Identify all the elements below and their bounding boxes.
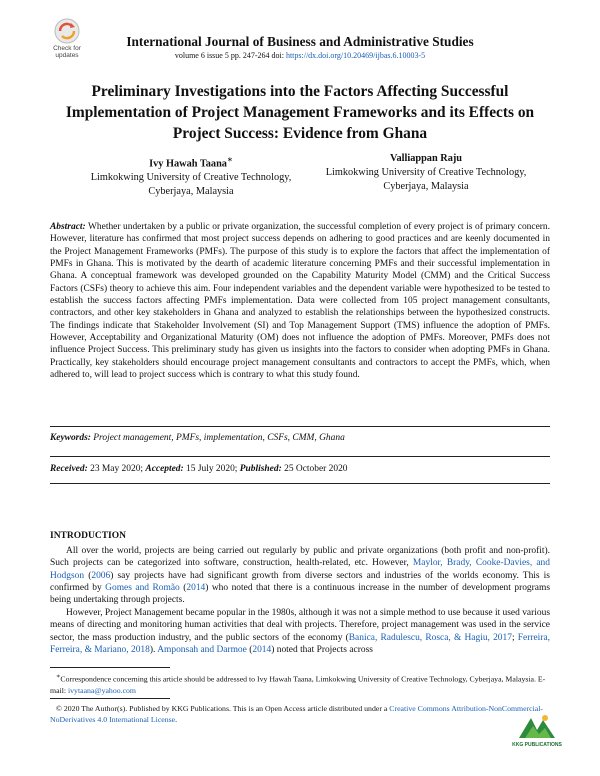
citation-gomes[interactable]: Gomes and Romão	[105, 583, 180, 594]
volume-text: volume 6 issue 5 pp. 247-264 doi:	[174, 51, 286, 60]
author-2-location: Cyberjaya, Malaysia	[383, 181, 469, 192]
divider-top	[50, 426, 550, 427]
paper-title: Preliminary Investigations into the Factors Affecting Successful Implementation of Project Management Frameworks and its Effects on Project Success: Evidence from Ghana	[65, 83, 535, 142]
citation-amponsah-year[interactable]: 2014	[252, 645, 272, 656]
section-heading-introduction: INTRODUCTION	[50, 531, 127, 541]
abstract-text: Whether undertaken by a public or private organization, the successful completion of every project is of primary concern. However, literature has confirmed that most project success depends on adhering to good practices and are keenly documented in the Project Management Frameworks (PMFs). The purpose of this study is to explore the factors that affect the implementation of PMFs in Ghana. This is motivated by the dearth of academic literature concerning PMFs and their successful implementation in Ghana. A conceptual framework was developed grounded on the Capability Maturity Model (CMM) and the Critical Success Factors (CSFs) theory to achieve this aim. Four independent variables and the dependent variable were hypothesized to be tested to establish the success factors affecting PMFs implementation. Data were collected from 105 project management consultants, contractors, and other key stakeholders in Ghana and analyzed to establish the relationships between the hypothesized constructs. The findings indicate that Stakeholder Involvement (SI) and Top Management Support (TMS) influence the adoption of PMFs. However, Acceptability and Organizational Maturity (OM) does not influence the adoption of PMFs. Moreover, PMFs does not influence Project Success. This preliminary study has given us insights into the factors to consider when adopting PMFs in Ghana. Practically, key stakeholders should encourage project management consultants and contractors to accept the PMFs, which, when adhered to, will lead to project success which is contrary to what this study found.	[50, 222, 550, 381]
accepted-label: Accepted:	[145, 464, 184, 474]
badge-label-2: updates	[55, 52, 79, 59]
intro-paragraph-2	[50, 607, 550, 656]
intro-text: All over the world, projects are being carried out regularly by public and private organizations (both profit and non-profit). Such projects can be categorized into software, construction, health-related, etc. However,	[50, 546, 550, 569]
journal-title: International Journal of Business and Administrative Studies	[126, 34, 474, 49]
keywords	[50, 432, 550, 444]
publisher-logo	[512, 712, 562, 758]
publisher-logo-icon	[515, 712, 559, 742]
intro-text: ;	[511, 632, 518, 643]
received-date: 23 May 2020;	[90, 464, 144, 474]
citation-ferreira[interactable]: Ferreira, Ferreira, & Mariano, 2018	[50, 632, 550, 656]
citation-gomes-year[interactable]: 2014	[186, 583, 206, 594]
intro-text: ) who noted that there is a continuous increase in the number of development programs being undertaking through projects.	[50, 583, 550, 606]
intro-paragraph-1	[50, 545, 550, 607]
author-2	[311, 152, 541, 194]
divider-mid	[50, 456, 550, 457]
intro-text: ).	[149, 645, 158, 656]
license-divider	[50, 698, 170, 699]
published-date: 25 October 2020	[284, 464, 348, 474]
email-link[interactable]: ivytaana@yahoo.com	[67, 685, 137, 695]
author-1-location: Cyberjaya, Malaysia	[148, 186, 234, 198]
journal-volume-line	[0, 51, 600, 60]
abstract-label: Abstract:	[50, 222, 86, 232]
published-label: Published:	[239, 464, 282, 474]
license-text: © 2020 The Author(s). Published by KKG Publications. This is an Open Access article distributed under a	[56, 704, 390, 713]
article-dates	[50, 463, 550, 475]
citation-maylor[interactable]: Maylor, Brady, Cooke-Davies, and Hodgson	[50, 558, 550, 581]
badge-label-1: Check for	[53, 45, 81, 52]
keywords-text: Project management, PMFs, implementation, CSFs, CMM, Ghana	[93, 433, 345, 443]
intro-text: (	[246, 645, 253, 656]
license-link[interactable]: Creative Commons Attribution-NonCommercial-NoDerivatives 4.0 International License	[50, 704, 544, 724]
author-1-affiliation: Limkokwing University of Creative Technology,	[90, 172, 292, 184]
publisher-logo-text: KKG PUBLICATIONS	[512, 742, 562, 748]
author-1-name: Ivy Hawah Taana	[149, 158, 227, 170]
abstract	[50, 221, 550, 381]
intro-text: ) say projects have had significant growth from diverse sectors and industries of the worlds economy. This is confirmed by	[50, 570, 550, 594]
footnote-divider	[50, 667, 170, 668]
citation-banica[interactable]: Banica, Radulescu, Rosca, & Hagiu, 2017	[348, 632, 512, 643]
intro-text: (	[84, 570, 92, 581]
author-1	[76, 152, 306, 199]
correspondence-footnote	[50, 671, 550, 696]
author-2-name: Valliappan Raju	[389, 153, 462, 164]
received-label: Received:	[50, 464, 88, 474]
keywords-label: Keywords:	[50, 433, 91, 443]
doi-link[interactable]: https://dx.doi.org/10.20469/ijbas.6.10003-5	[285, 51, 426, 60]
divider-bottom	[50, 483, 550, 484]
intro-text: However, Project Management became popular in the 1980s, although it was not a simple method to use because it used various means of directing and monitoring human activities that deal with projects. Therefore, project management was used in the service sector, the mass production industry, and the public sectors of the economy (	[50, 608, 550, 643]
footnote-text: Correspondence concerning this article should be addressed to Ivy Hawah Taana, Limkokwing University of Creative Technology, Cyberjaya, Malaysia. E-mail:	[50, 674, 546, 695]
footnote-mark: ∗	[56, 673, 61, 680]
license-end: .	[175, 715, 178, 724]
intro-text: ) noted that Projects across	[271, 645, 373, 656]
accepted-date: 15 July 2020;	[186, 464, 238, 474]
author-2-affiliation: Limkokwing University of Creative Technology,	[325, 167, 527, 178]
intro-text: (	[179, 583, 187, 594]
author-1-mark: ∗	[226, 154, 233, 164]
citation-maylor-year[interactable]: 2006	[91, 570, 111, 581]
license-notice	[50, 703, 550, 725]
citation-amponsah[interactable]: Amponsah and Darmoe	[157, 645, 247, 656]
